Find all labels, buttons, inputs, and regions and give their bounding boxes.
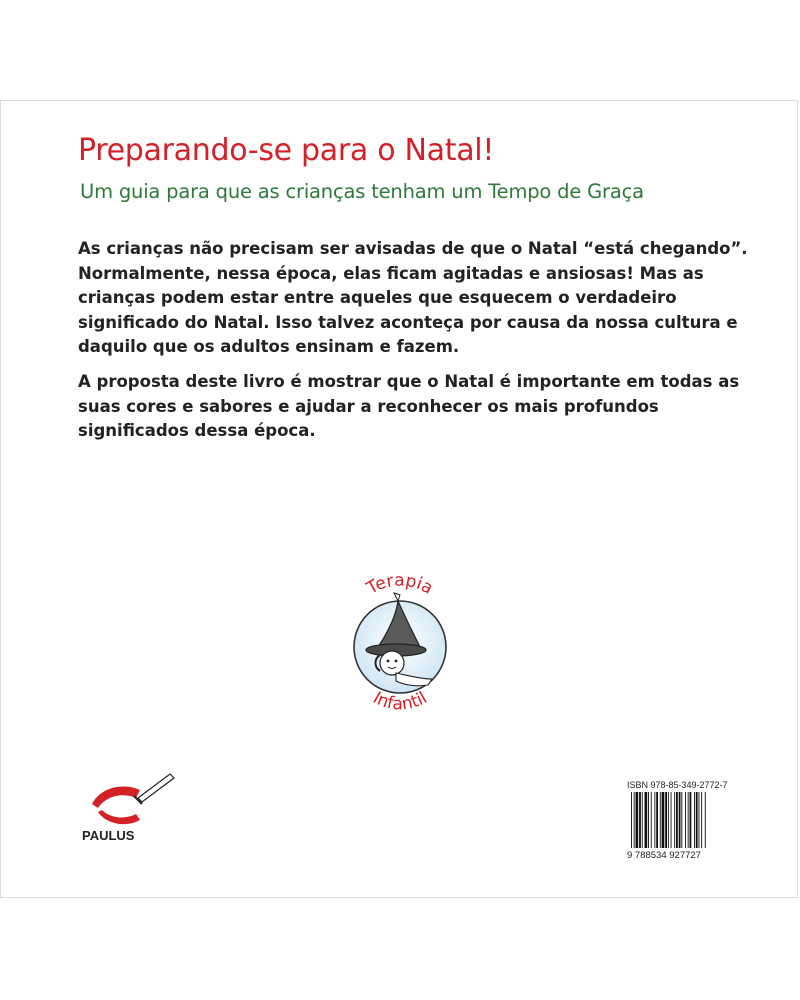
barcode-bar (662, 792, 665, 848)
barcode-bar (688, 792, 689, 848)
barcode-bar (679, 792, 681, 848)
book-subtitle: Um guia para que as crianças tenham um Tempo de Graça (80, 180, 644, 203)
barcode-bar (651, 792, 652, 848)
barcode-bar (671, 792, 672, 848)
series-logo (340, 555, 460, 725)
barcode-bar (645, 792, 648, 848)
wizard-child-icon (354, 593, 446, 693)
barcode-bar (656, 792, 658, 848)
barcode-bar (681, 792, 682, 848)
barcode-bar (631, 792, 632, 848)
barcode-bar (636, 792, 639, 848)
barcode-digits: 9 788534 927727 (627, 850, 701, 861)
barcode-bar (685, 792, 686, 848)
description-paragraph-2: A proposta deste livro é mostrar que o Natal é importante em todas as suas cores e sabores e ajudar a reconhecer os mais profundos significados dessa época. (78, 372, 740, 440)
barcode-bar (654, 792, 655, 848)
barcode-bar (668, 792, 669, 848)
paulus-sword-icon (92, 774, 174, 824)
publisher-logo (78, 768, 188, 848)
barcode-bar (674, 792, 675, 848)
barcode-bar (694, 792, 695, 848)
barcode-bar (699, 792, 700, 848)
barcode-bar (648, 792, 649, 848)
barcode-bar (676, 792, 678, 848)
publisher-name: PAULUS (82, 828, 135, 843)
series-logo-bottom-word: Infantil (369, 688, 431, 715)
barcode-bar (634, 792, 635, 848)
barcode-bar (660, 792, 661, 848)
series-logo-top-word: Terapia (363, 570, 437, 599)
barcode-bar (696, 792, 698, 848)
barcode-bar (705, 792, 706, 848)
book-title: Preparando-se para o Natal! (78, 133, 495, 168)
barcode-bar (690, 792, 692, 848)
barcode-bar (642, 792, 643, 848)
isbn-barcode (625, 778, 733, 862)
isbn-label: ISBN 978-85-349-2772-7 (627, 780, 728, 790)
barcode-bar (639, 792, 641, 848)
barcode-bar (701, 792, 702, 848)
barcode-bar (665, 792, 667, 848)
barcode-bars (631, 792, 706, 848)
description-paragraph-1: As crianças não precisam ser avisadas de que o Natal “está chegando”. Normalmente, nessa época, elas ficam agitadas e ansiosas! Mas as crianças podem estar entre aqueles que esquecem o verdadeiro significado do Natal. Isso talvez aconteça por causa da nossa cultura e daquilo que os adultos ensinam e fazem. (78, 239, 748, 356)
